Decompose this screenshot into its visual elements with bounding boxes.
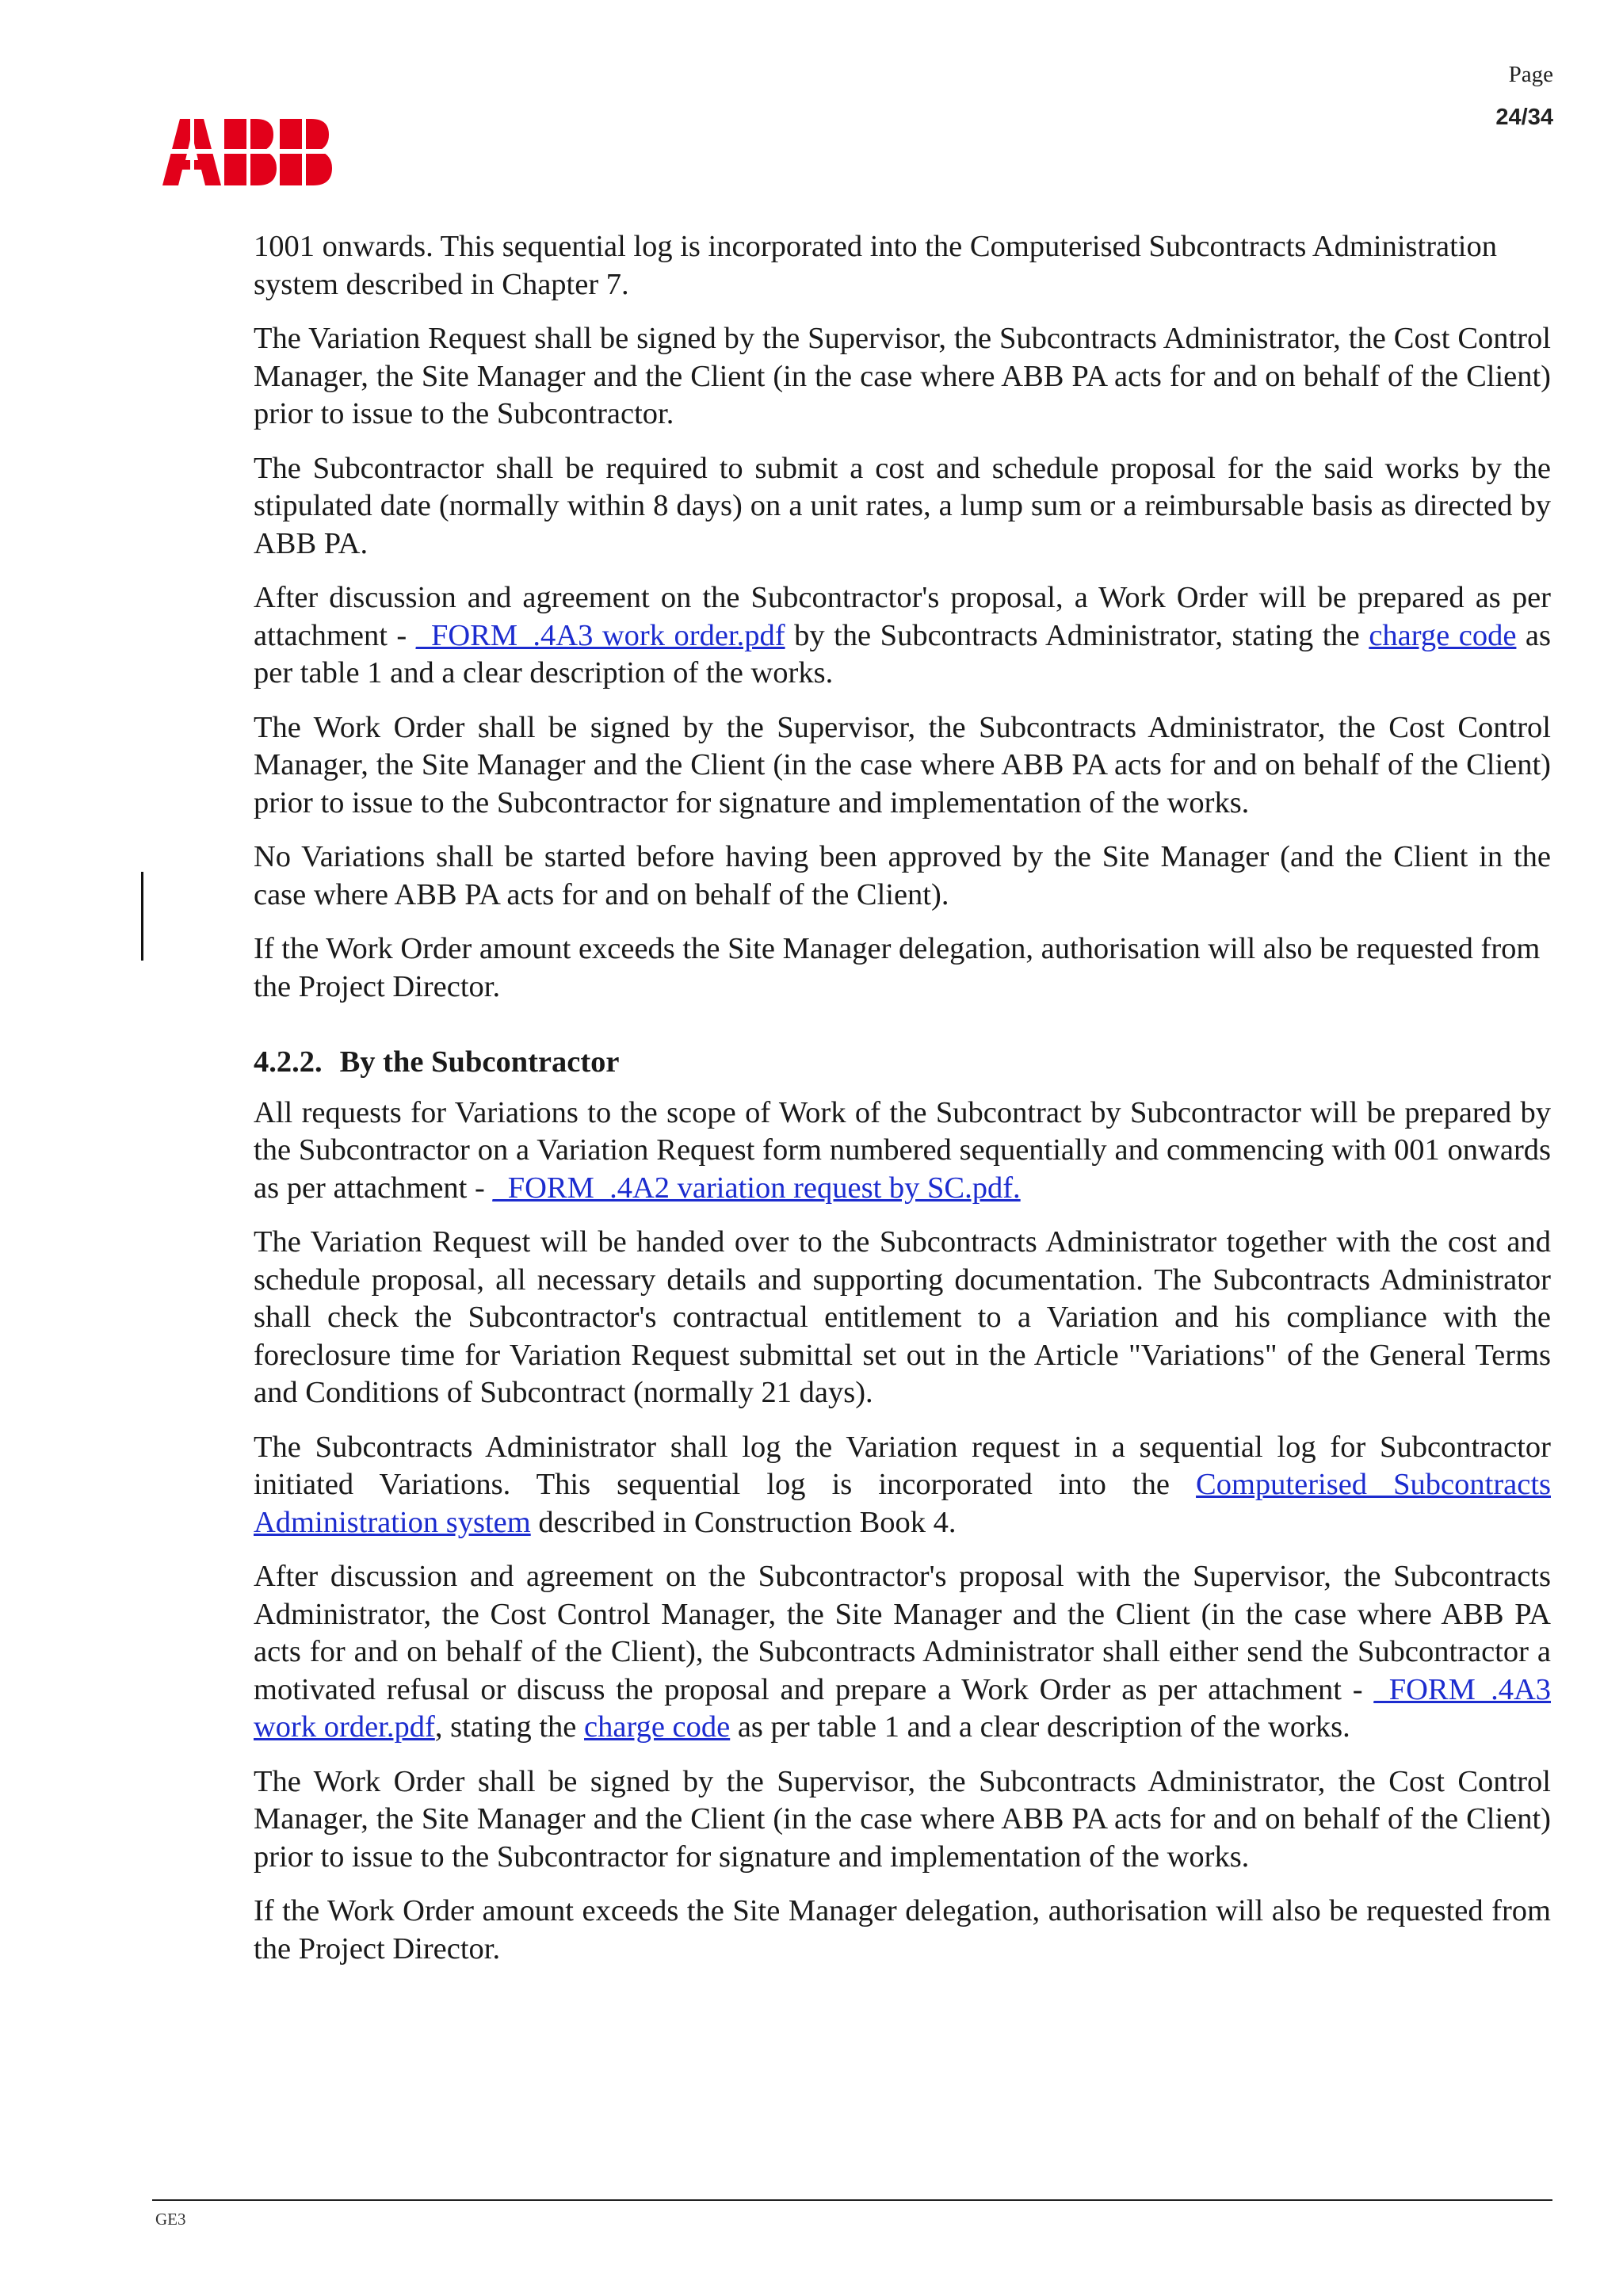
charge-code-link[interactable]: charge code (1369, 618, 1517, 652)
paragraph: 1001 onwards. This sequential log is incorporated into the Computerised Subcontracts Administration system described in Chapter 7. (254, 230, 1498, 301)
variation-request-form-link[interactable]: _FORM_.4A2 variation request by SC.pdf. (492, 1171, 1021, 1205)
paragraph (254, 579, 1551, 693)
paragraph (254, 1429, 1551, 1542)
paragraph (254, 1558, 1551, 1747)
page-number: 24/34 (1495, 105, 1553, 130)
subcontracts-admin-system-link[interactable]: Computerised Subcontracts Administration system (254, 1468, 1551, 1539)
paragraph-text: as per table 1 and a clear description of the works. (730, 1710, 1350, 1744)
paragraph-text: by the Subcontracts Administrator, stating the (785, 618, 1369, 652)
paragraph: The Subcontractor shall be required to submit a cost and schedule proposal for the said works by the stipulated date (normally within 8 days) on a unit rates, a lump sum or a reimbursable basis as directed by ABB PA. (254, 451, 1551, 560)
paragraph-text: as per table 1 and a clear description of the works. (254, 618, 1552, 690)
paragraph: The Variation Request will be handed over to the Subcontracts Administrator together with the cost and schedule proposal, all necessary details and supporting documentation. The Subcontracts Administrator shall check the Subcontractor's contractual entitlement to a Variation and his compliance with the foreclosure time for Variation Request submittal set out in the Article "Variations" of the General Terms and Conditions of Subcontract (normally 21 days). (254, 1225, 1551, 1409)
paragraph-text: described in Construction Book 4. (530, 1505, 957, 1539)
page-label: Page (1508, 62, 1553, 87)
revision-change-bar (141, 872, 143, 961)
paragraph-text: All requests for Variations to the scope of Work of the Subcontract by Subcontractor will be prepared by the Subcontractor on a Variation Request form numbered sequentially and commencing with 001 onwards as per attachment - (254, 1095, 1551, 1205)
section-heading (254, 1044, 1551, 1082)
abb-logo (162, 119, 332, 185)
paragraph: If the Work Order amount exceeds the Site Manager delegation, authorisation will also be requested from the Project Director. (254, 1894, 1551, 1966)
paragraph: No Variations shall be started before having been approved by the Site Manager (and the Client in the case where ABB PA acts for and on behalf of the Client). (254, 840, 1551, 911)
work-order-form-link[interactable]: _FORM_.4A3 work order.pdf (415, 618, 785, 652)
paragraph-text: , stating the (434, 1710, 585, 1744)
paragraph: The Variation Request shall be signed by the Supervisor, the Subcontracts Administrator, the Cost Control Manager, the Site Manager and the Client (in the case where ABB PA acts for and on behalf of the Client) prior to issue to the Subcontractor. (254, 322, 1551, 430)
paragraph-text: After discussion and agreement on the Subcontractor's proposal, a Work Order will be prepared as per attachment - (254, 581, 1551, 652)
section-title: By the Subcontractor (339, 1045, 620, 1079)
paragraph-text: The Subcontracts Administrator shall log the Variation request in a sequential log for Subcontractor initiated Variations. This sequential log is incorporated into the (254, 1430, 1551, 1501)
paragraph: The Work Order shall be signed by the Supervisor, the Subcontracts Administrator, the Cost Control Manager, the Site Manager and the Client (in the case where ABB PA acts for and on behalf of the Client) prior to issue to the Subcontractor for signature and implementation of the works. (254, 1764, 1551, 1874)
paragraph: If the Work Order amount exceeds the Site Manager delegation, authorisation will also be requested from the Project Director. (254, 932, 1541, 1003)
paragraph-text: After discussion and agreement on the Subcontractor's proposal with the Supervisor, the Subcontracts Administrator, the Cost Control Manager, the Site Manager and the Client (in the case where ABB PA acts for and on behalf of the Client), the Subcontracts Administrator shall either send the Subcontractor a motivated refusal or discuss the proposal and prepare a Work Order as per attachment - (254, 1560, 1551, 1706)
document-body (254, 228, 1551, 1985)
paragraph (254, 1095, 1551, 1208)
footer-code: GE3 (155, 2210, 186, 2229)
paragraph: The Work Order shall be signed by the Supervisor, the Subcontracts Administrator, the Cost Control Manager, the Site Manager and the Client (in the case where ABB PA acts for and on behalf of the Client) prior to issue to the Subcontractor for signature and implementation of the works. (254, 710, 1551, 819)
charge-code-link[interactable]: charge code (584, 1710, 731, 1744)
section-number: 4.2.2. (254, 1045, 323, 1079)
footer-divider (152, 2199, 1552, 2201)
work-order-form-link[interactable]: _FORM_.4A3 work order.pdf (254, 1672, 1551, 1744)
